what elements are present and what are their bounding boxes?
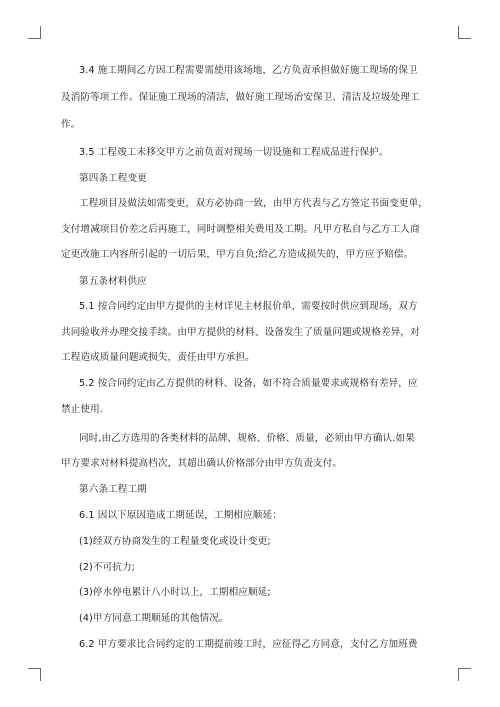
section-heading-6: 第六条工程工期 [79,484,147,495]
crop-mark-top-left [28,26,41,39]
crop-mark-bottom-left [28,668,41,681]
list-item-4: (4)甲方同意工期顺延的其他情况。 [79,613,229,624]
list-item-1: (1)经双方协商发生的工程量变化或设计变更; [79,536,271,547]
paragraph-3-5: 3.5 工程竣工未移交甲方之前负责对现场一切设施和工程成品进行保护。 [79,147,389,158]
paragraph-5-3-line-1: 同时,由乙方选用的各类材料的品牌、规格、价格、质量，必须由甲方确认.如果 [79,433,415,444]
paragraph-5-2-line-2: 禁止使用. [61,404,103,415]
paragraph-3-4-line-2: 及消防等项工作。保证施工现场的清洁，做好施工现场治安保卫、清洁及垃圾处理工 [61,92,420,103]
paragraph-6-1: 6.1 因以下原因造成工期延误，工期相应顺延： [79,510,282,521]
paragraph-5-1-line-1: 5.1 按合同约定由甲方提供的主材详见主材报价单，需要按时供应到现场，双方 [79,301,418,312]
crop-mark-top-right [458,26,471,39]
paragraph-5-2-line-1: 5.2 按合同约定由乙方提供的材料、设备，如不符合质量要求或规格有差异，应 [79,378,418,389]
paragraph-5-1-line-2: 共同验收并办理交接手续。由甲方提供的材料、设备发生了质量问题或规格差异，对 [61,327,420,338]
paragraph-4-line-1: 工程项目及做法如需变更，双方必协商一致，由甲方代表与乙方签定书面变更单， [79,198,428,209]
crop-mark-bottom-right [458,668,471,681]
list-item-2: (2)不可抗力; [79,562,135,573]
paragraph-6-2-line-1: 6.2 甲方要求比合同约定的工期提前竣工时，应征得乙方同意，支付乙方加班费 [79,639,418,650]
paragraph-4-line-3: 定更改施工内容所引起的一切后果，甲方自负;给乙方造成损失的，甲方应予赔偿。 [61,249,414,260]
section-heading-5: 第五条材料供应 [79,276,147,287]
paragraph-3-4-line-3: 作。 [61,119,81,130]
paragraph-5-1-line-3: 工程造成质量问题或损失，责任由甲方承担。 [61,352,255,363]
section-heading-4: 第四条工程变更 [79,173,147,184]
paragraph-4-line-2: 支付增减项目价差之后再施工，同时调整相关费用及工期。凡甲方私自与乙方工人商 [61,224,420,235]
paragraph-3-4-line-1: 3.4 施工期间乙方因工程需要需使用该场地，乙方负责承担做好施工现场的保卫 [79,65,418,76]
paragraph-5-3-line-2: 甲方要求对材料提高档次，其超出确认价格部分由甲方负责支付。 [61,458,343,469]
list-item-3: (3)停水停电累计八小时以上，工期相应顺延; [79,587,271,598]
